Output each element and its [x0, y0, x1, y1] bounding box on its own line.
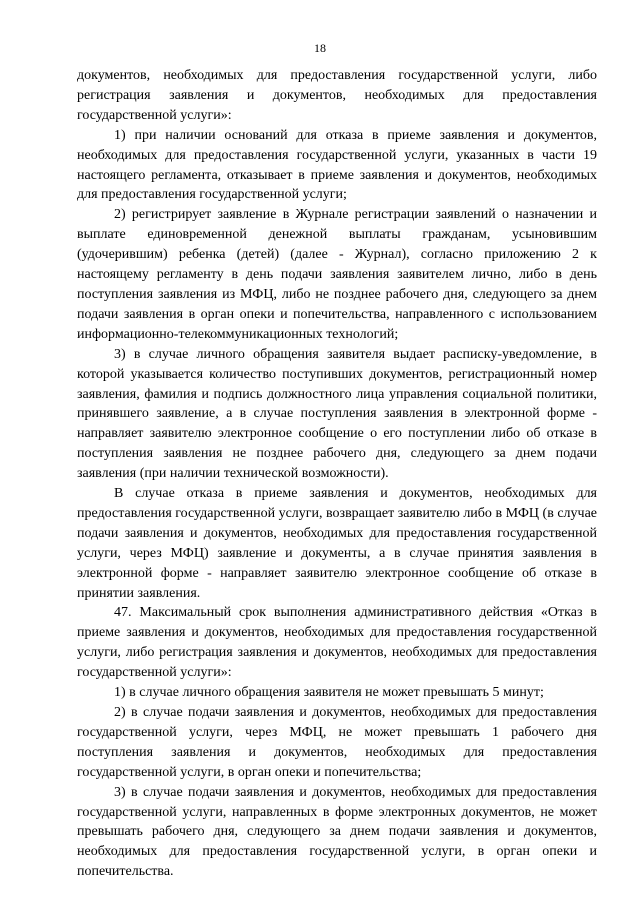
paragraph-term-item-1: 1) в случае личного обращения заявителя не может превышать 5 минут; [114, 685, 544, 701]
paragraph-item-2-registration: 2) регистрирует заявление в Журнале регистрации заявлений о назначении и выплате единовременной денежной выплаты гражданам, усыновившим (удочерившим) ребенка (детей) (далее - Журнал), согласно приложению 2 к настоящему регламенту в день подачи заявления заявителем лично, либо в день поступления заявления из МФЦ, либо не позднее рабочего дня, следующего за днем подачи заявления в орган опеки и попечительства, направленного с использованием информационно-телекоммуникационных технологий; [77, 207, 597, 342]
paragraph-term-item-3: 3) в случае подачи заявления и документов, необходимых для предоставления государственной услуги, направленных в форме электронных документов, не может превышать рабочего дня, следующего за днем подачи заявления и документов, необходимых для предоставления государственной услуги, в орган опеки и попечительства. [77, 784, 597, 880]
paragraph-continuation: документов, необходимых для предоставления государственной услуги, либо регистрация заявления и документов, необходимых для предоставления государственной услуги»: [77, 68, 597, 123]
paragraph-term-item-2: 2) в случае подачи заявления и документов, необходимых для предоставления государственной услуги, через МФЦ, не может превышать 1 рабочего дня поступления заявления и документов, необходимых для предоставления государственной услуги, в орган опеки и попечительства; [77, 705, 597, 780]
paragraph-item-1-refusal: 1) при наличии оснований для отказа в приеме заявления и документов, необходимых для предоставления государственной услуги, указанных в части 19 настоящего регламента, отказывает в приеме заявления и документов, необходимых для предоставления государственной услуги; [77, 127, 597, 203]
paragraph-47-max-term: 47. Максимальный срок выполнения административного действия «Отказ в приеме заявления и документов, необходимых для предоставления государственной услуги, либо регистрация заявления и документов, необходимых для предоставления государственной услуги»: [77, 605, 597, 681]
paragraph-item-3-receipt: 3) в случае личного обращения заявителя выдает расписку-уведомление, в которой указывается количество поступивших документов, регистрационный номер заявления, фамилия и подпись должностного лица управления социальной политики, принявшего заявление, а в случае поступления заявления в электронной форме - направляет заявителю электронное сообщение о его поступлении либо об отказе в поступления заявления не позднее рабочего дня, следующего за днем подачи заявления (при наличии технической возможности). [77, 346, 597, 482]
document-body [77, 66, 597, 882]
paragraph-refusal-case: В случае отказа в приеме заявления и документов, необходимых для предоставления государственной услуги, возвращает заявителю либо в МФЦ (в случае подачи заявления и документов, необходимых для предоставления государственной услуги, через МФЦ) заявление и документы, а в случае принятия заявления в электронной форме - направляет заявителю электронное сообщение об отказе в принятии заявления. [77, 486, 597, 601]
page-number: 18 [314, 41, 326, 55]
